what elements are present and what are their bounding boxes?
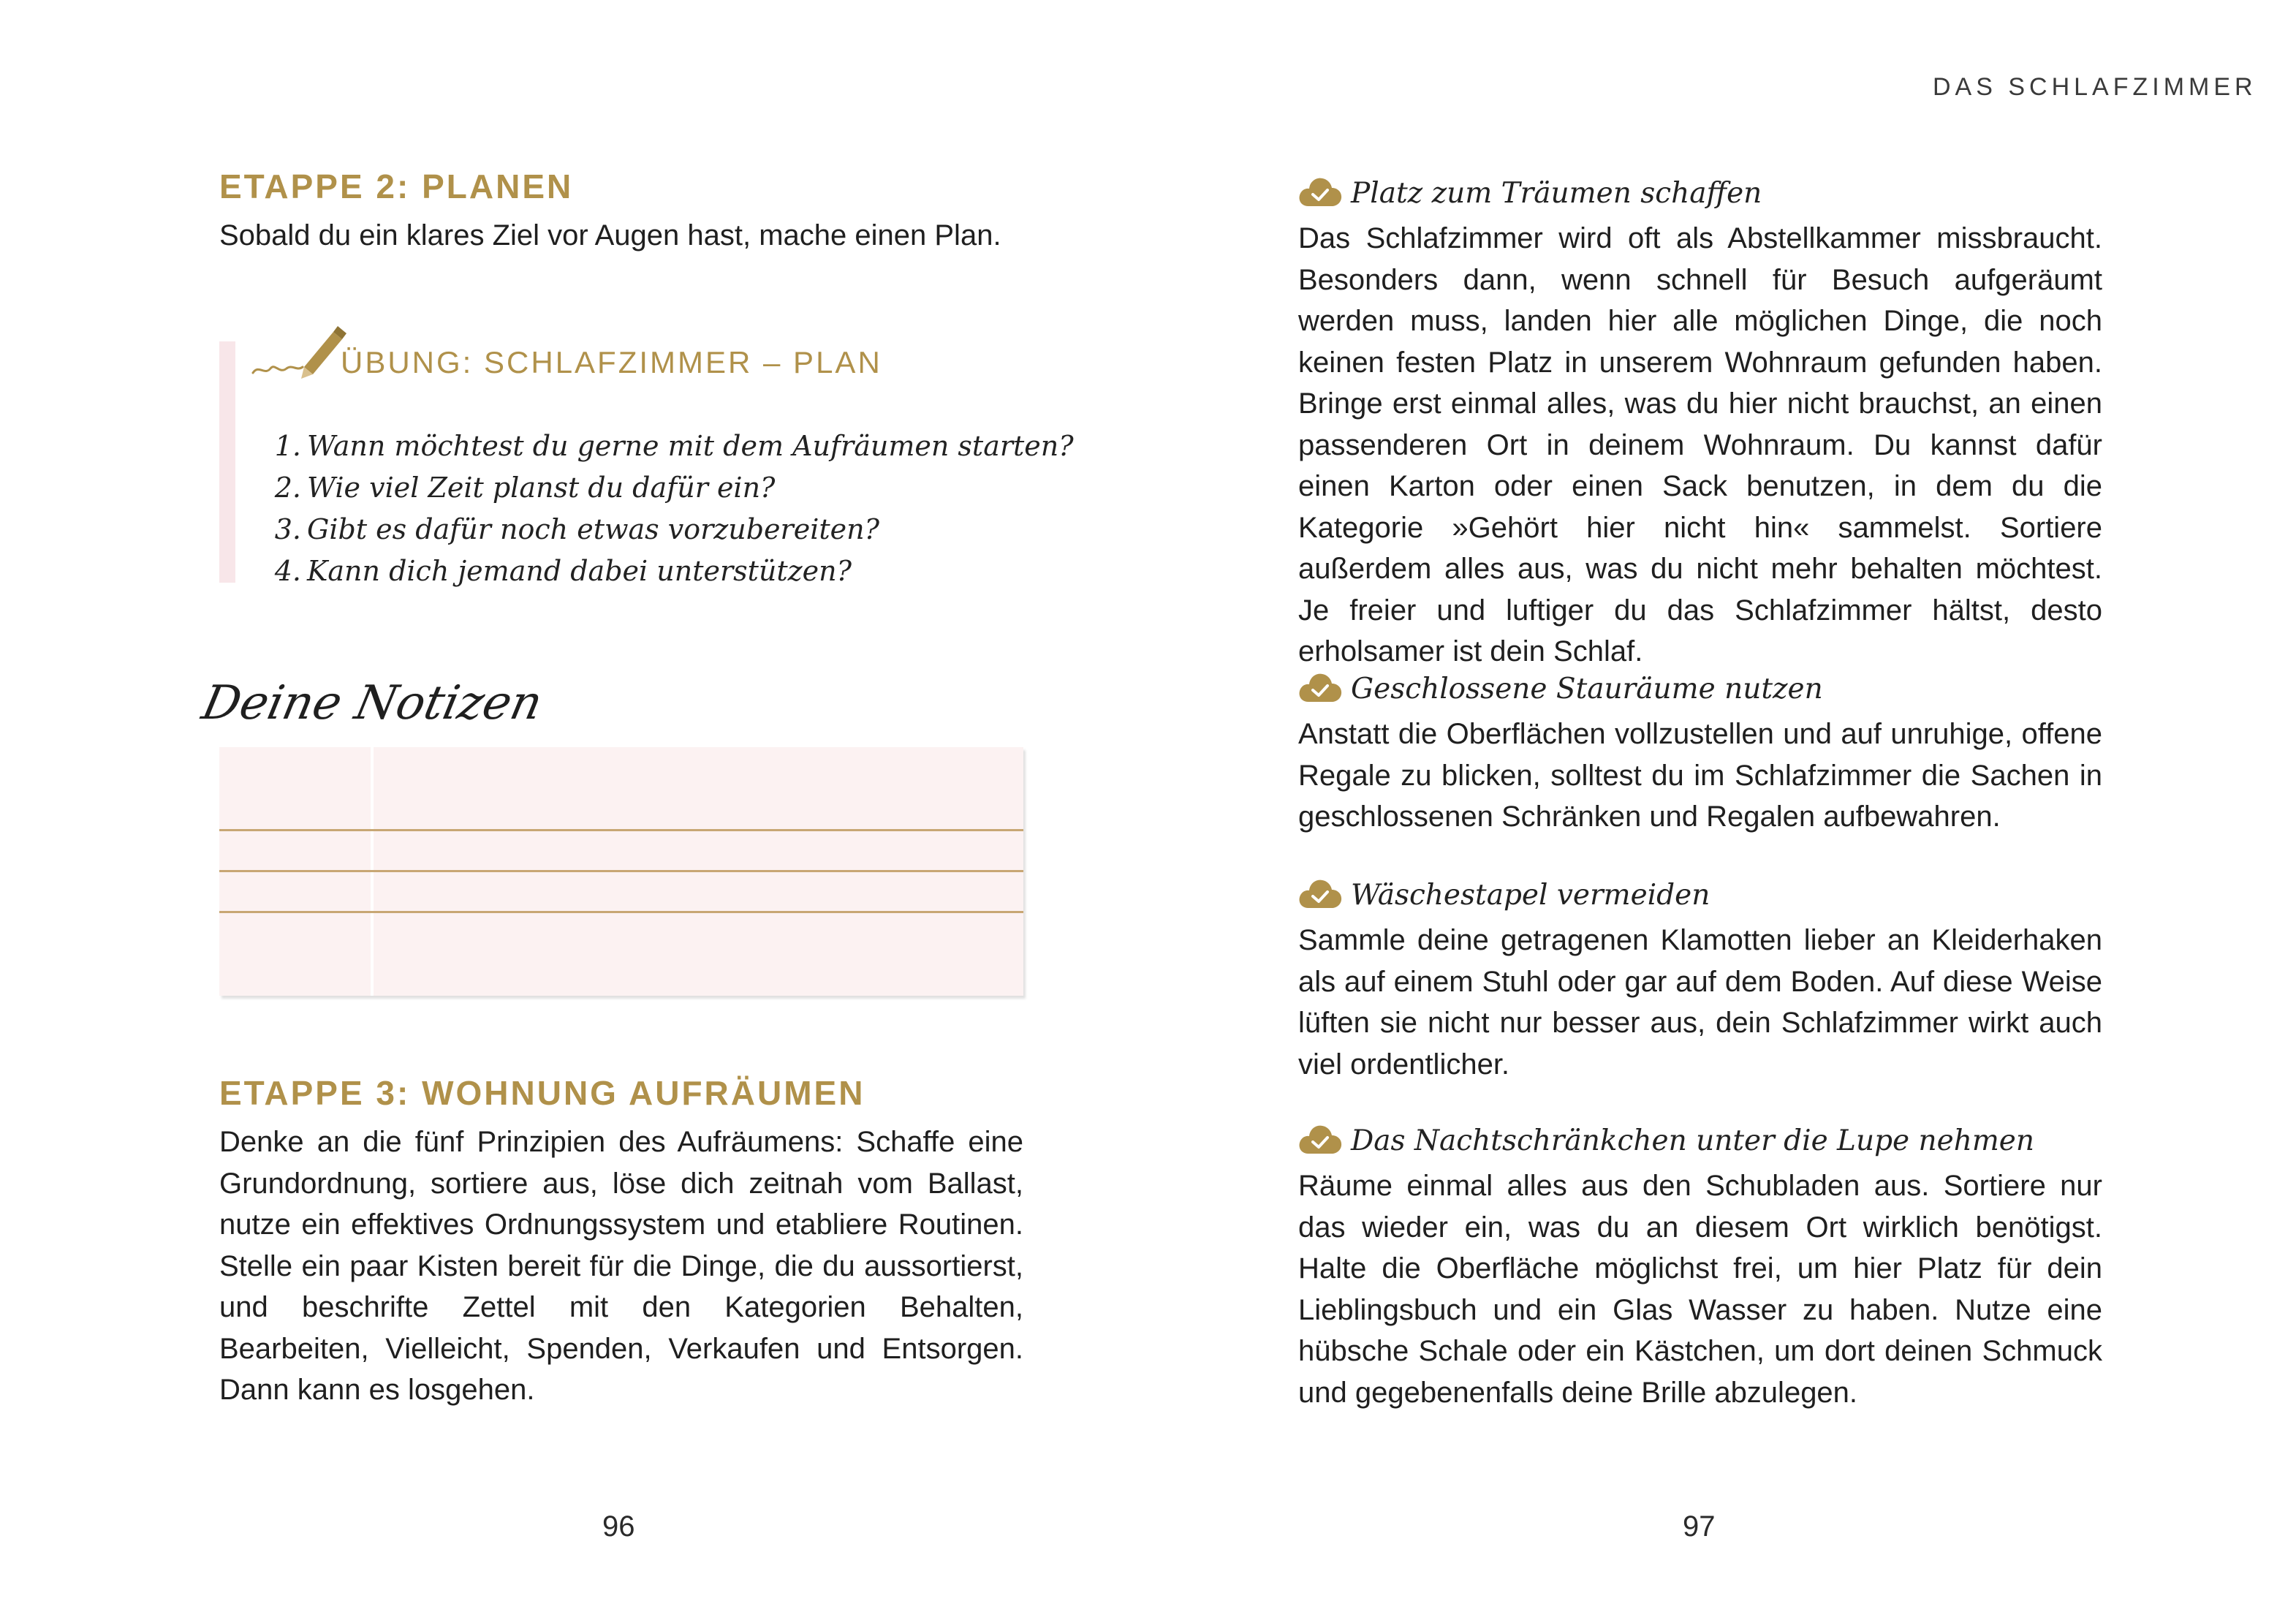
running-head: DAS SCHLAFZIMMER [1933,73,2257,101]
tip-text: Räume einmal alles aus den Schubladen aus. Sortiere nur das wieder ein, was du an diesem Ort wirklich benötigst. Halte die Oberfläche möglichst frei, um hier Platz für dein Lieblingsbuch und ein Glas Wasser zu haben. Nutze eine hübsche Schale oder ein Kästchen, um dort deinen Schmuck und gegebenenfalls deine Brille abzulegen. [1298,1170,2102,1409]
question-text: Gibt es dafür noch etwas vorzubereiten? [307,513,879,545]
tip-title: Das Nachtschränkchen unter die Lupe nehmen [1351,1124,2035,1157]
notes-area[interactable] [219,747,1023,996]
notes-label [197,662,548,742]
exercise-question [263,509,1074,551]
question-number: 2. [274,472,301,504]
exercise-question-list [263,425,1074,592]
cloud-check-icon [1298,670,1342,705]
exercise-question [263,467,1074,509]
cloud-check-icon [1298,174,1342,209]
notes-label-text: Deine Notizen [197,676,548,730]
exercise-question [263,551,1074,592]
notes-rule [219,870,1023,872]
tip-text: Anstatt die Oberflächen vollzustellen und auf unruhige, offene Regale zu blicken, solltest du im Schlafzimmer die Sachen in geschlossenen Schränken und Regalen aufbewahren. [1298,718,2102,833]
tip-text: Sammle deine getragenen Klamotten lieber an Kleiderhaken als auf einem Stuhl oder gar auf dem Boden. Auf diese Weise lüften sie nicht nur besser aus, dein Schlafzimmer wirkt auch viel ordentlicher. [1298,924,2102,1081]
page-number-right: 97 [1683,1510,1716,1543]
stage3-heading: ETAPPE 3: WOHNUNG AUFRÄUMEN [219,1074,865,1112]
pen-icon [251,320,346,386]
tip-title: Wäschestapel vermeiden [1351,879,1710,912]
question-number: 4. [274,555,301,587]
exercise-title: ÜBUNG: SCHLAFZIMMER – PLAN [341,345,882,379]
notes-rule [219,911,1023,913]
stage2-heading: ETAPPE 2: PLANEN [219,167,574,205]
notes-rule [219,829,1023,831]
page-number-left: 96 [602,1510,635,1543]
stage2-text: Sobald du ein klares Ziel vor Augen hast, mache einen Plan. [219,219,1001,251]
question-text: Kann dich jemand dabei unterstützen? [307,555,852,587]
cloud-check-icon [1298,1121,1342,1157]
tip-title: Geschlossene Stauräume nutzen [1351,673,1823,705]
tip-title: Platz zum Träumen schaffen [1351,177,1762,210]
question-text: Wie viel Zeit planst du dafür ein? [307,472,776,504]
exercise-bar [219,341,235,583]
tip-text: Das Schlafzimmer wird oft als Abstellkammer missbraucht. Besonders dann, wenn schnell für Besuch aufgeräumt werden muss, landen hier alle möglichen Dinge, die noch keinen festen Platz in unserem Wohnraum gefunden haben. Bringe erst einmal alles, was du hier nicht brauchst, an einen passenderen Ort in deinem Wohnraum. Du kannst dafür einen Karton oder einen Sack benutzen, in dem du die Kategorie »Gehört hier nicht hin« sammelst. Sortiere außerdem alles aus, was du nicht mehr behalten möchtest. Je freier und luftiger du das Schlafzimmer hältst, desto erholsamer ist dein Schlaf. [1298,222,2102,667]
cloud-check-icon [1298,876,1342,911]
question-text: Wann möchtest du gerne mit dem Aufräumen starten? [307,430,1074,462]
stage3-text: Denke an die fünf Prinzipien des Aufräumens: Schaffe eine Grundordnung, sortiere aus, löse dich zeitnah vom Ballast, nutze ein effektives Ordnungssystem und etabliere Routinen. Stelle ein paar Kisten bereit für die Dinge, die du aussortierst, und beschrifte Zettel mit den Kategorien Behalten, Bearbeiten, Vielleicht, Spenden, Verkaufen und Entsorgen. Dann kann es losgehen. [219,1126,1023,1406]
question-number: 1. [274,430,301,462]
question-number: 3. [274,513,301,545]
exercise-question [263,425,1074,467]
